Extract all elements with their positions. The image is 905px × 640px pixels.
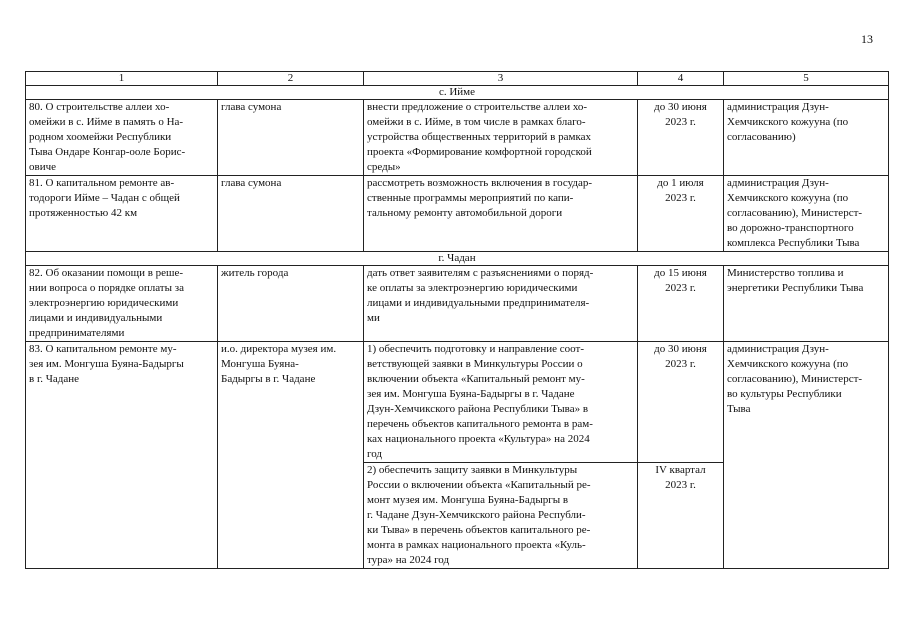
- table-row: [26, 266, 889, 342]
- applicant-text: глава сумона: [221, 101, 282, 113]
- header-col-4: 4: [638, 72, 724, 86]
- table-row: [26, 176, 889, 252]
- header-col-1: 1: [26, 72, 218, 86]
- responsible-text: администрация Дзун- Хемчикского кожууна (по согласованию): [727, 101, 849, 143]
- applicant-cell: [218, 176, 364, 252]
- issue-cell: [26, 266, 218, 342]
- task-cell: [364, 463, 638, 569]
- applicant-cell: [218, 100, 364, 176]
- term-cell: [638, 266, 724, 342]
- issue-cell: [26, 342, 218, 569]
- term-cell: [638, 176, 724, 252]
- issue-cell: [26, 100, 218, 176]
- term-text: IV квартал 2023 г.: [655, 464, 706, 491]
- issue-text: 81. О капитальном ремонте ав- тодороги Ийме – Чадан с общей протяженностью 42 км: [29, 177, 180, 219]
- section-title: с. Ийме: [26, 86, 889, 100]
- task-cell: [364, 176, 638, 252]
- term-text: до 30 июня 2023 г.: [654, 343, 707, 370]
- term-cell: [638, 100, 724, 176]
- applicant-text: житель города: [221, 267, 289, 279]
- table-row: [26, 100, 889, 176]
- section-row-iyme: [26, 86, 889, 100]
- applicant-cell: [218, 342, 364, 569]
- task-cell: [364, 266, 638, 342]
- applicant-text: глава сумона: [221, 177, 282, 189]
- header-col-3: 3: [364, 72, 638, 86]
- section-row-chadan: [26, 252, 889, 266]
- term-text: до 1 июля 2023 г.: [657, 177, 704, 204]
- term-cell: [638, 463, 724, 569]
- task-text: 1) обеспечить подготовку и направление соот- ветствующей заявки в Минкультуры России о включении объекта «Капитальный ремонт му- зея им. Монгуша Буяна-Бадыргы в г. Чадане Дзун-Хемчикского района Республики Тыва» в перечень объектов капитального ремонта в рам- ках национального проекта «Культура» на 2024 год: [367, 343, 593, 460]
- page-number: 13: [861, 32, 873, 46]
- table-row: [26, 342, 889, 463]
- issue-text: 83. О капитальном ремонте му- зея им. Монгуша Буяна-Бадыргы в г. Чадане: [29, 343, 184, 385]
- issue-text: 80. О строительстве аллеи хо- омейжи в с. Ийме в память о На- родном хоомейжи Республики Тыва Ондаре Конгар-ооле Борис- овиче: [29, 101, 186, 173]
- applicant-cell: [218, 266, 364, 342]
- header-row: [26, 72, 889, 86]
- task-text: рассмотреть возможность включения в государ- ственные программы мероприятий по капи- тальному ремонту автомобильной дороги: [367, 177, 593, 219]
- task-text: внести предложение о строительстве аллеи хо- омейжи в с. Ийме, в том числе в рамках благо- устройства общественных территорий в рамках проекта «Формирование комфортной городской среды»: [367, 101, 592, 173]
- responsible-cell: [724, 176, 889, 252]
- responsible-text: Министерство топлива и энергетики Республики Тыва: [727, 267, 864, 294]
- term-text: до 15 июня 2023 г.: [654, 267, 707, 294]
- responsible-text: администрация Дзун- Хемчикского кожууна (по согласованию), Министерст- во культуры Республики Тыва: [727, 343, 863, 415]
- issue-cell: [26, 176, 218, 252]
- responsible-cell: [724, 266, 889, 342]
- task-text: дать ответ заявителям с разъяснениями о поряд- ке оплаты за электроэнергию юридическими лицами и индивидуальными предпринимателя- ми: [367, 267, 594, 324]
- measures-table: [25, 71, 889, 569]
- issue-text: 82. Об оказании помощи в реше- нии вопроса о порядке оплаты за электроэнергию юридическими лицами и индивидуальными предпринимателями: [29, 267, 184, 339]
- responsible-text: администрация Дзун- Хемчикского кожууна (по согласованию), Министерст- во дорожно-транспортного комплекса Республики Тыва: [727, 177, 863, 249]
- term-text: до 30 июня 2023 г.: [654, 101, 707, 128]
- applicant-text: и.о. директора музея им. Монгуша Буяна- Бадыргы в г. Чадане: [221, 343, 337, 385]
- task-cell: [364, 100, 638, 176]
- term-cell: [638, 342, 724, 463]
- responsible-cell: [724, 100, 889, 176]
- task-cell: [364, 342, 638, 463]
- responsible-cell: [724, 342, 889, 569]
- header-col-5: 5: [724, 72, 889, 86]
- header-col-2: 2: [218, 72, 364, 86]
- section-title: г. Чадан: [26, 252, 889, 266]
- task-text: 2) обеспечить защиту заявки в Минкультуры России о включении объекта «Капитальный ре- монт музея им. Монгуша Буяна-Бадыргы в г. Чадане Дзун-Хемчикского района Республи- ки Тыва» в перечень объектов капитального ре- монта в рамках национального проекта «Куль- тура» на 2024 год: [367, 464, 591, 566]
